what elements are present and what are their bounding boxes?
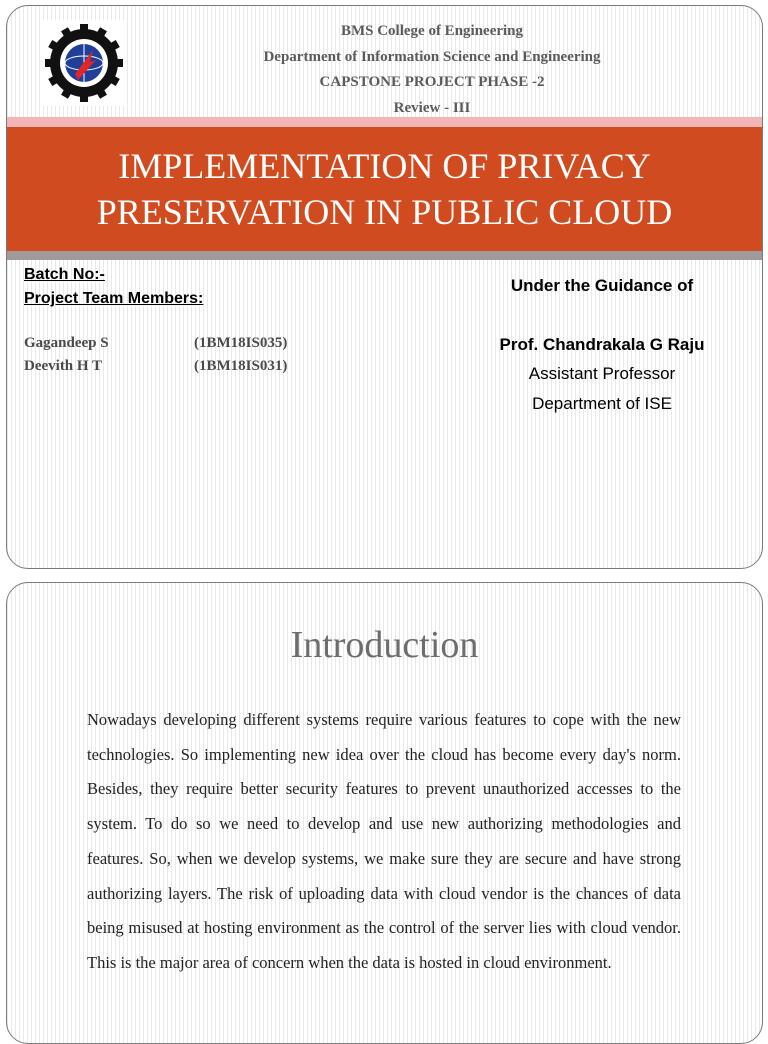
member-usn: (1BM18IS035) <box>194 335 288 351</box>
member-name: Gagandeep S <box>24 335 109 351</box>
department-name: Department of Information Science and Engineering <box>263 49 601 65</box>
introduction-heading: Introduction <box>290 624 479 666</box>
pink-divider <box>7 117 762 127</box>
title-line-1: IMPLEMENTATION OF PRIVACY <box>118 146 651 186</box>
guide-name: Prof. Chandrakala G Raju <box>499 335 705 354</box>
college-name: BMS College of Engineering <box>340 23 524 39</box>
guide-designation: Assistant Professor <box>528 364 676 383</box>
member-usn: (1BM18IS031) <box>194 358 288 374</box>
introduction-body: Nowadays developing different systems require various features to cope with the new technologies. So implementing new idea over the cloud has become every day's norm. Besides, they require better security features to prevent unauthorized accesses to the system. To do so we need to develop and use new authorizing methodologies and features. So, when we develop systems, we make sure they are secure and have strong authorizing layers. The risk of uploading data with cloud vendor is the chances of data being misused at hosting environment as the control of the server lies with cloud vendor. This is the major area of concern when the data is hosted in cloud environment. <box>87 710 681 972</box>
project-phase: CAPSTONE PROJECT PHASE -2 <box>319 74 545 90</box>
batch-label: Batch No:- <box>24 266 105 283</box>
member-name: Deevith H T <box>24 358 103 374</box>
title-line-2: PRESERVATION IN PUBLIC CLOUD <box>96 192 673 232</box>
introduction-slide <box>6 582 763 1044</box>
guide-department: Department of ISE <box>532 394 672 413</box>
title-slide <box>6 5 763 569</box>
review-label: Review - III <box>393 100 471 116</box>
guidance-heading: Under the Guidance of <box>510 276 694 295</box>
grey-divider <box>7 251 762 260</box>
college-logo <box>41 20 127 106</box>
members-label: Project Team Members: <box>24 290 204 307</box>
title-banner <box>7 127 762 251</box>
